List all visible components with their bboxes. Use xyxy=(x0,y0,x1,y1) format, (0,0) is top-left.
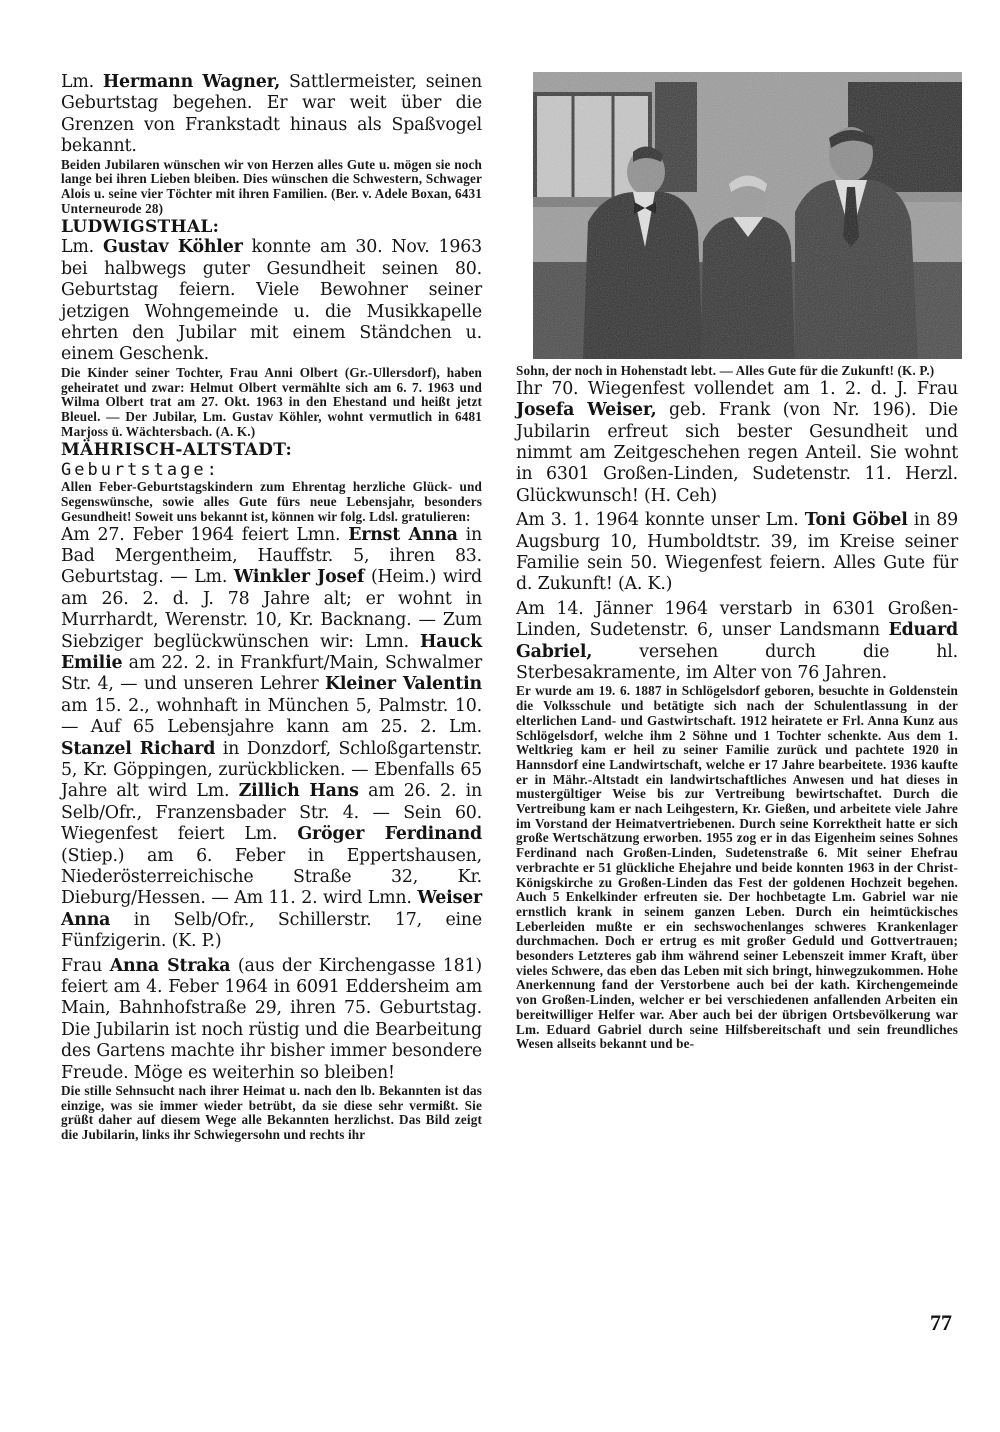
article-birthdays-list: Am 27. Feber 1964 feiert Lmn. Ernst Anna in Bad Mergentheim, Hauffstr. 5, ihren 83. Geburtstag. — Lm. Winkler Josef (Heim.) wird am 26. 2. d. J. 78 Jahre alt; er wohnt in Murrhardt, Werenstr. 10, Kr. Backnang. — Zum Siebziger beglückwünschen wir: Lmn. Hauck Emilie am 22. 2. in Frankfurt/Main, Schwalmer Str. 4, — und unseren Lehrer Kleiner Valentin am 15. 2., wohnhaft in München 5, Palmstr. 10. — Auf 65 Lebensjahre kann am 25. 2. Lm. Stanzel Richard in Donzdorf, Schloßgartenstr. 5, Kr. Göppingen, zurückblicken. — Ebenfalls 65 Jahre alt wird Lm. Zillich Hans am 26. 2. in Selb/Ofr., Franzensbader Str. 4. — Sein 60. Wiegenfest feiert Lm. Gröger Ferdinand (Stiep.) am 6. Feber in Eppertshausen, Niederösterreichische Straße 32, Kr. Dieburg/Hessen. — Am 11. 2. wird Lmn. Weiser Anna in Selb/Ofr., Schillerstr. 17, eine Fünfzigerin. (K. P.) xyxy=(61,524,482,952)
page-number: 77 xyxy=(930,1310,952,1335)
person-name: Weiser Anna xyxy=(61,888,482,930)
article-goebel: Am 3. 1. 1964 konnte unser Lm. Toni Göbel in 89 Augsburg 10, Humboldtstr. 39, im Kreise seiner Familie sein 50. Wiegenfest feiern. Alles Gute für d. Zukunft! (A. K.) xyxy=(516,510,959,595)
note-koehler: Die Kinder seiner Tochter, Frau Anni Olbert (Gr.-Ullersdorf), haben geheiratet und zwar: Helmut Olbert vermählte sich am 6. 7. 1963 und Wilma Olbert trat am 27. Okt. 1963 in den Ehestand und heißt jetzt Bleuel. — Der Jubilar, Lm. Gustav Köhler, wohnt vermutlich in 6481 Marjoss ü. Wächtersbach. (A. K.) xyxy=(61,364,482,439)
person-name: Stanzel Richard xyxy=(61,738,216,759)
article-koehler: Lm. Gustav Köhler konnte am 30. Nov. 1963 bei halbwegs guter Gesundheit seinen 80. Geburtstag feiern. Viele Bewohner seiner jetzigen Wohngemeinde u. die Musikkapelle ehrten den Jubilar mit einem Ständchen u. einem Geschenk. xyxy=(61,237,482,365)
person-name: Kleiner Valentin xyxy=(324,674,482,695)
person-name: Hauck Emilie xyxy=(61,631,482,673)
family-photo xyxy=(533,72,962,359)
person-name: Eduard Gabriel, xyxy=(516,620,958,662)
person-name: Ernst Anna xyxy=(348,524,458,545)
article-straka: Frau Anna Straka (aus der Kirchengasse 181) feiert am 4. Feber 1964 in 6091 Eddersheim am Main, Bahnhofstraße 29, ihren 75. Geburtstag. Die Jubilarin ist noch rüstig und die Bearbeitung des Gartens machte ihr bisher immer besondere Freude. Möge es weiterhin so bleiben! xyxy=(61,955,482,1083)
person-name: Gröger Ferdinand xyxy=(297,824,482,845)
photo-caption: Sohn, der noch in Hohenstadt lebt. — Alles Gute für die Zukunft! (K. P.) xyxy=(516,363,935,378)
photo-image xyxy=(533,72,962,359)
person-name: Winkler Josef xyxy=(233,567,365,588)
person-name: Anna Straka xyxy=(109,955,231,976)
person-name: Gustav Köhler xyxy=(102,237,243,258)
person-name: Toni Göbel xyxy=(804,510,908,531)
article-wagner: Lm. Hermann Wagner, Sattlermeister, seinen Geburtstag begehen. Er war weit über die Grenzen von Frankstadt hinaus als Spaßvogel bekannt. xyxy=(61,72,482,157)
section-heading-ludwigsthal: LUDWIGSTHAL: xyxy=(61,217,220,238)
note-straka: Die stille Sehnsucht nach ihrer Heimat u. nach den lb. Bekannten ist das einzige, was sie immer wieder betrübt, da sie diese sehr vermißt. Sie grüßt daher auf diesem Wege alle Bekannten herzlichst. Das Bild zeigt die Jubilarin, links ihr Schwiegersohn und rechts ihr xyxy=(61,1083,482,1143)
note-wagner: Beiden Jubilaren wünschen wir von Herzen alles Gute u. mögen sie noch lange bei ihren Lieben bleiben. Dies wünschen die Schwestern, Schwager Alois u. seine vier Töchter mit ihren Familien. (Ber. v. Adele Boxan, 6431 Unterneurode 28) xyxy=(61,156,482,216)
subheading-birthdays: Geburtstage: xyxy=(61,460,220,481)
note-birthdays-intro: Allen Feber-Geburtstagskindern zum Ehrentag herzliche Glück- und Segenswünsche, sowie alles Gute fürs neue Lebensjahr, besonders Gesundheit! Soweit uns bekannt ist, können wir folg. Ldsl. gratulieren: xyxy=(61,479,482,524)
left-column xyxy=(61,72,482,1143)
person-name: Josefa Weiser, xyxy=(516,400,657,421)
section-heading-altstadt: MÄHRISCH-ALTSTADT: xyxy=(61,440,293,461)
article-weiser: Ihr 70. Wiegenfest vollendet am 1. 2. d. J. Frau Josefa Weiser, geb. Frank (von Nr. 196). Die Jubilarin erfreut sich bester Gesundheit und nimmt am Zeitgeschehen regen Anteil. Sie wohnt in 6301 Großen-Linden, Sudetenstr. 11. Herzl. Glückwunsch! (H. Ceh) xyxy=(516,378,959,506)
right-column xyxy=(516,364,958,1052)
note-gabriel-biography: Er wurde am 19. 6. 1887 in Schlögelsdorf geboren, besuchte in Goldenstein die Volksschule und betätigte sich nach der Schulentlassung in der elterlichen Land- und Gastwirtschaft. 1912 heiratete er Frl. Anna Kunz aus Schlögelsdorf, welche ihm 2 Söhne und 1 Tochter schenkte. Aus dem 1. Weltkrieg kam er heil zu seiner Familie zurück und pachtete 1920 in Hannsdorf eine Landwirtschaft, welche er 17 Jahre bearbeitete. 1936 kaufte er in Mähr.-Altstadt ein landwirtschaftliches Anwesen und hat dieses in mustergültiger Weise bis zur Vertreibung bewirtschaftet. Durch die Vertreibung kam er nach Leihgestern, Kr. Gießen, und arbeitete viele Jahre im Vorstand der Heimatvertriebenen. Durch seine Korrektheit hatte er sich große Wertschätzung erworben. 1955 zog er in das Eigenheim seines Sohnes Ferdinand nach Großen-Linden, Sudetenstraße 6. Mit seiner Ehefrau verbrachte er 51 glückliche Ehejahre und beide konnten 1963 in der Christ-Königskirche zu Großen-Linden das Fest der goldenen Hochzeit begehen. Auch 5 Enkelkinder erfreuten sie. Der hochbetagte Lm. Gabriel war nie ernstlich krank in seinem ganzen Leben. Durch ein heimtückisches Leberleiden mußte er ein sechswochenlanges schweres Krankenlager durchmachen. Doch er ertrug es mit großer Geduld und Gottvertrauen; besonders Letzteres gab ihm während seiner Lebenszeit immer Kraft, über vieles Schwere, das eben das Leben mit sich bringt, hinwegzukommen. Hohe Anerkennung fand der Verstorbene auch bei der kath. Kirchengemeinde von Großen-Linden, welcher er bei verschiedenen anfallenden Arbeiten ein bereitwilliger Helfer war. Aber auch bei der übrigen Ortsbevölkerung war Lm. Eduard Gabriel durch seine Hilfsbereitschaft und sein freundliches Wesen allseits bekannt und be- xyxy=(516,683,958,1052)
person-name: Zillich Hans xyxy=(238,781,359,802)
person-name: Hermann Wagner, xyxy=(102,72,281,92)
article-gabriel-obituary: Am 14. Jänner 1964 verstarb in 6301 Großen-Linden, Sudetenstr. 6, unser Landsmann Eduard Gabriel, versehen durch die hl. Sterbesakramente, im Alter von 76 Jahren. xyxy=(516,598,958,683)
